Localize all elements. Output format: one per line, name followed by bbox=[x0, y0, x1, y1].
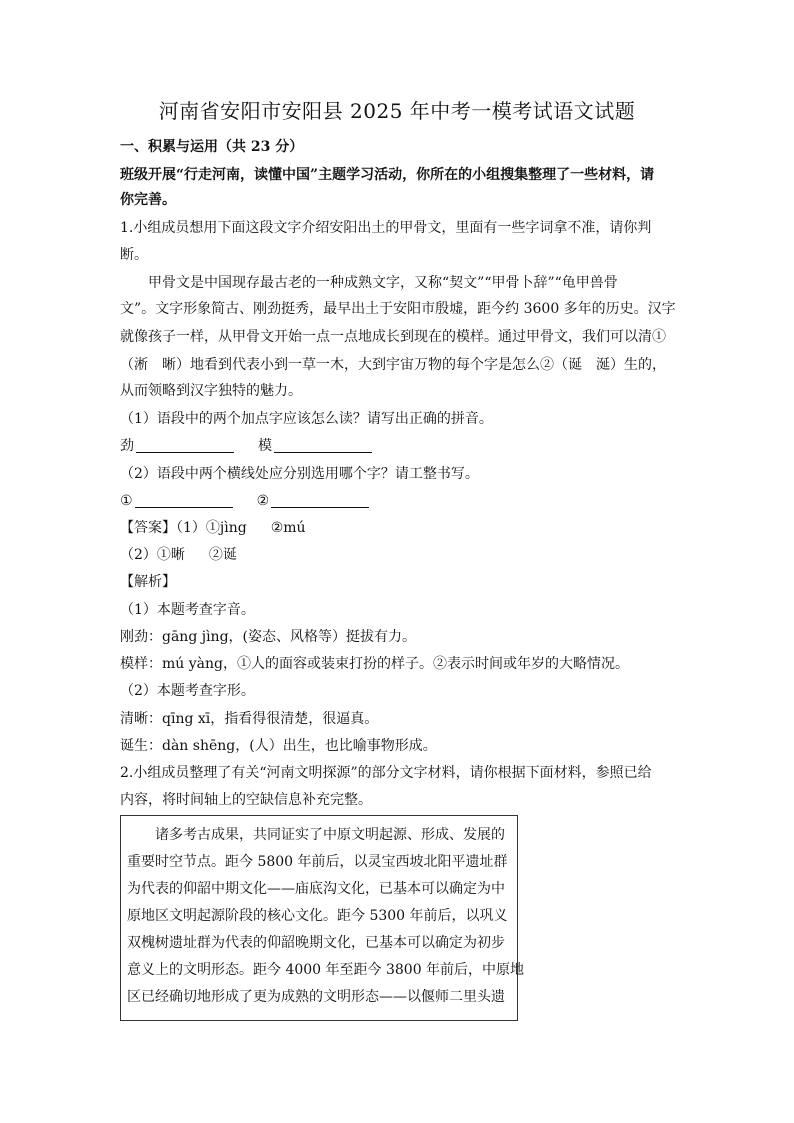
material-line-5: 双槐树遗址群为代表的仰韶晚期文化，已基本可以确定为初步 bbox=[127, 935, 505, 951]
passage-line-3: 就像孩子一样，从甲骨文开始一点一点地成长到现在的模样。通过甲骨文，我们可以清① bbox=[120, 329, 666, 345]
passage-line-2: 文”。文字形象简古、刚劲挺秀，最早出土于安阳市殷墟，距今约 3600 多年的历史。汉字 bbox=[120, 301, 676, 317]
analysis-line-1: （1）本题考查字音。 bbox=[120, 602, 255, 618]
material-line-1: 诸多考古成果，共同证实了中原文明起源、形成、发展的 bbox=[155, 827, 505, 843]
blank-label-1: ① bbox=[120, 493, 133, 509]
analysis-line-2: 刚劲：gāng jìng，(姿态、风格等）挺拔有力。 bbox=[120, 629, 416, 645]
page-title: 河南省安阳市安阳县 2025 年中考一模考试语文试题 bbox=[158, 99, 636, 123]
answer-line-2 bbox=[120, 545, 680, 565]
analysis-label: 【解析】 bbox=[120, 574, 176, 590]
analysis-line-5: 清晰：qīng xī，指看得很清楚，很逼真。 bbox=[120, 711, 379, 727]
analysis-line-4: （2）本题考查字形。 bbox=[120, 683, 255, 699]
answer-line-1 bbox=[120, 518, 680, 538]
analysis-line-3: 模样：mú yàng，①人的面容或装束打扮的样子。②表示时间或年岁的大略情况。 bbox=[120, 656, 629, 672]
blank-label-mo: 模 bbox=[258, 438, 272, 454]
answer-label: 【答案】 bbox=[120, 520, 176, 536]
passage-line-1: 甲骨文是中国现存最古老的一种成熟文字，又称“契文”“甲骨卜辞”“龟甲兽骨 bbox=[148, 275, 618, 291]
intro-line-1: 班级开展“行走河南，读懂中国”主题学习活动，你所在的小组搜集整理了一些材料，请 bbox=[120, 167, 655, 183]
question-2-line-2: 内容，将时间轴上的空缺信息补充完整。 bbox=[120, 792, 372, 808]
material-line-4: 原地区文明起源阶段的核心文化。距今 5300 年前后，以巩义 bbox=[127, 908, 508, 924]
question-1-sub-2: （2）语段中两个横线处应分别选用哪个字？请工整书写。 bbox=[120, 466, 479, 482]
question-1-sub-1: （1）语段中的两个加点字应该怎么读？请写出正确的拼音。 bbox=[120, 411, 493, 427]
passage-line-5: 从而领略到汉字独特的魅力。 bbox=[120, 383, 302, 399]
pinyin-blanks-row bbox=[120, 436, 680, 456]
question-1-line-2: 断。 bbox=[120, 247, 148, 263]
answer-1b: ②mú bbox=[270, 520, 306, 536]
passage-line-4: （淅 晰）地看到代表小到一草一木，大到宇宙万物的每个字是怎么②（诞 涎）生的， bbox=[120, 357, 666, 373]
section-heading: 一、积累与运用（共 23 分） bbox=[120, 139, 304, 155]
character-blank-1[interactable] bbox=[135, 493, 233, 508]
pinyin-blank-jin[interactable] bbox=[136, 438, 234, 453]
character-blank-2[interactable] bbox=[271, 493, 369, 508]
material-line-6: 意义上的文明形态。距今 4000 年至距今 3800 年前后，中原地 bbox=[127, 962, 525, 978]
question-2-line-1: 2.小组成员整理了有关“河南文明探源”的部分文字材料，请你根据下面材料，参照已给 bbox=[120, 765, 652, 781]
question-1-line-1: 1.小组成员想用下面这段文字介绍安阳出土的甲骨文，里面有一些字词拿不准，请你判 bbox=[120, 220, 652, 236]
intro-line-2: 你完善。 bbox=[120, 192, 176, 208]
answer-2b: ②诞 bbox=[208, 547, 237, 563]
material-line-3: 为代表的仰韶中期文化——庙底沟文化，已基本可以确定为中 bbox=[127, 881, 505, 897]
material-line-2: 重要时空节点。距今 5800 年前后，以灵宝西坡北阳平遗址群 bbox=[127, 854, 508, 870]
character-blanks-row bbox=[120, 491, 680, 511]
answer-2a: （2）①晰 bbox=[120, 547, 185, 563]
answer-1a: （1）①jìng bbox=[176, 520, 247, 536]
pinyin-blank-mo[interactable] bbox=[274, 438, 372, 453]
blank-label-jin: 劲 bbox=[120, 438, 134, 454]
blank-label-2: ② bbox=[256, 493, 270, 509]
material-box bbox=[120, 815, 525, 1021]
analysis-line-6: 诞生：dàn shēng，(人）出生，也比喻事物形成。 bbox=[120, 738, 437, 754]
material-line-7: 区已经确切地形成了更为成熟的文明形态——以偃师二里头遗 bbox=[127, 989, 505, 1005]
